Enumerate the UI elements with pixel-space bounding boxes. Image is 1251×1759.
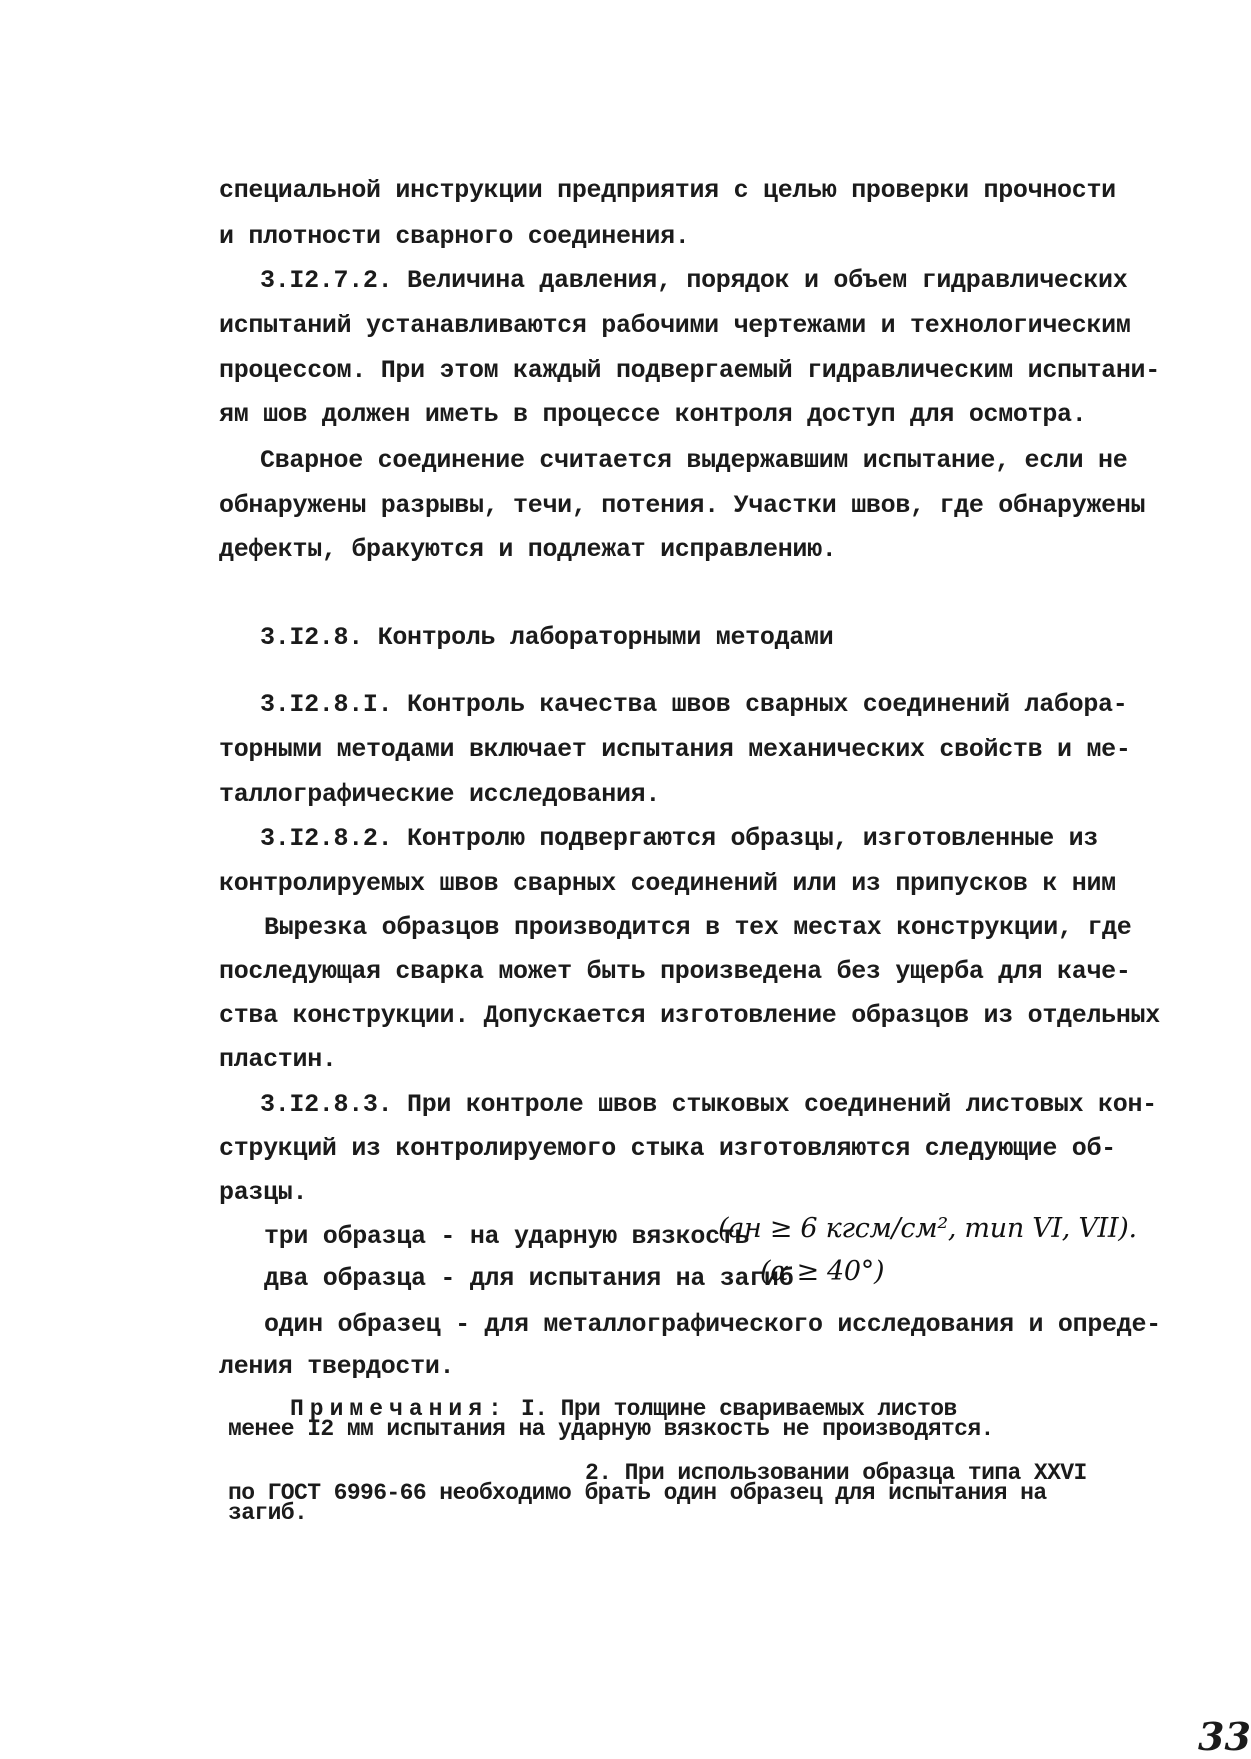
list-item-bend: два образца - для испытания на загиб [264,1264,794,1293]
text-line: контролируемых швов сварных соединений или из припусков к ним [219,869,1116,898]
section-3-12-8-1: 3.I2.8.I. Контроль качества швов сварных соединений лабора- [260,690,1128,719]
text-line: ям шов должен иметь в процессе контроля доступ для осмотра. [219,400,1087,429]
text-line: пластин. [219,1045,337,1074]
text-line: ления твердости. [219,1352,455,1381]
text-line: струкций из контролируемого стыка изготовляются следующие об- [219,1134,1116,1163]
text-line: Сварное соединение считается выдержавшим испытание, если не [260,446,1128,475]
note-1-line-1: I. При толщине свариваемых листов [521,1396,957,1422]
handwritten-impact-note: (aн ≥ 6 кгсм/см², тип VI, VII). [718,1213,1137,1244]
text-line: Вырезка образцов производится в тех местах конструкции, где [264,913,1132,942]
notes-label: Примечания: [290,1396,508,1422]
list-item-metallography: один образец - для металлографического исследования и опреде- [264,1310,1161,1339]
text-line: дефекты, бракуются и подлежат исправлению. [219,535,837,564]
list-item-impact: три образца - на ударную вязкость [264,1222,750,1251]
page-number: 33 [1198,1714,1251,1759]
note-2-line-3: загиб. [228,1500,308,1526]
note-1-line-2: менее I2 мм испытания на ударную вязкость не производятся. [228,1416,994,1442]
section-3-12-7-2: 3.I2.7.2. Величина давления, порядок и объем гидравлических [260,266,1128,295]
text-line: ства конструкции. Допускается изготовление образцов из отдельных [219,1001,1160,1030]
handwritten-bend-note: (α ≥ 40°) [760,1256,885,1287]
text-line: испытаний устанавливаются рабочими чертежами и технологическим [219,311,1131,340]
text-line: специальной инструкции предприятия с целью проверки прочности [219,176,1116,205]
section-heading-3-12-8: 3.I2.8. Контроль лабораторными методами [260,623,834,652]
text-line: разцы. [219,1178,308,1207]
text-line: таллографические исследования. [219,780,661,809]
text-line: торными методами включает испытания механических свойств и ме- [219,735,1131,764]
note-2-line-2: по ГОСТ 6996-66 необходимо брать один образец для испытания на [228,1480,1047,1506]
section-3-12-8-3: 3.I2.8.3. При контроле швов стыковых соединений листовых кон- [260,1090,1157,1119]
section-3-12-8-2: 3.I2.8.2. Контролю подвергаются образцы, изготовленные из [260,824,1099,853]
text-line: и плотности сварного соединения. [219,222,690,251]
text-line: обнаружены разрывы, течи, потения. Участки швов, где обнаружены [219,491,1146,520]
note-2-line-1: 2. При использовании образца типа XXVI [585,1460,1087,1486]
text-line: процессом. При этом каждый подвергаемый гидравлическим испытани- [219,356,1160,385]
text-line: последующая сварка может быть произведена без ущерба для каче- [219,957,1131,986]
